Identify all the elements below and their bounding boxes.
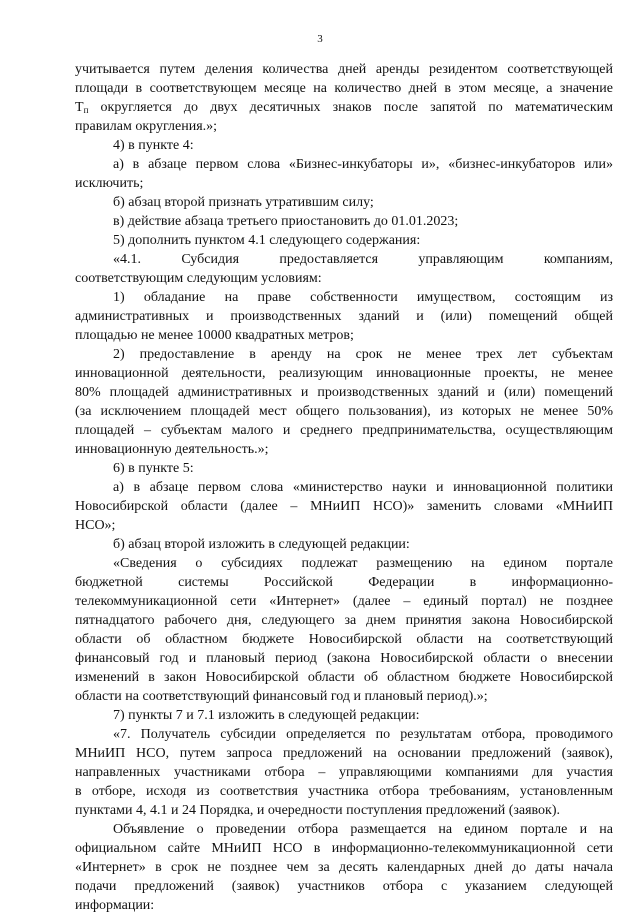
text-line: административных и производственных зданий и (или) помещений общей [75,309,613,324]
text-line: пунктами 4, 4.1 и 24 Порядка, и очередности поступления предложений (заявок). [75,803,561,818]
page-number: 3 [317,33,323,45]
text-line: бюджетной системы Российской Федерации в информационно- [75,575,613,590]
text-line: информации: [75,898,155,913]
text-line: а) в абзаце первом слова «Бизнес-инкубаторы и», «бизнес-инкубаторов или» [113,157,613,172]
text-line: 80% площадей административных и производственных зданий и (или) помещений [75,385,613,400]
text-line: Новосибирской области (далее – МНиИП НСО)» заменить словами «МНиИП [75,499,613,514]
text-line: площадью не менее 10000 квадратных метров; [75,328,354,343]
text-line: МНиИП НСО, путем запроса предложений на основании предложений (заявок), [75,746,613,761]
text-line: б) абзац второй признать утратившим силу; [113,195,374,210]
text-line: инновационную деятельность.»; [75,442,269,457]
text-line: площади в соответствующем месяце на количество дней в этом месяце, а значение [75,81,613,96]
text-line: а) в абзаце первом слова «министерство науки и инновационной политики [113,480,613,495]
text-line: официальном сайте МНиИП НСО в информационно-телекоммуникационной сети [75,841,613,856]
text-line: 2) предоставление в аренду на срок не менее трех лет субъектам [113,347,613,362]
text-line: 7) пункты 7 и 7.1 изложить в следующей редакции: [113,708,420,723]
text-line: пятнадцатого рабочего дня, следующего за днем принятия закона Новосибирской [75,613,613,628]
text-line-rest: округляется до двух десятичных знаков после запятой по математическим [100,100,613,115]
text-line: НСО»; [75,518,116,533]
text-line: «7. Получатель субсидии определяется по результатам отбора, проводимого [113,727,613,742]
text-line: «Интернет» в срок не позднее чем за десять календарных дней до даты начала [75,860,613,875]
text-line: области на соответствующий финансовый год и плановый период).»; [75,689,488,704]
text-line: «Сведения о субсидиях подлежат размещению на едином портале [113,556,613,571]
t-symbol: $Т_п$ [75,100,89,115]
text-line: площадей – субъектам малого и среднего предпринимательства, осуществляющим [75,423,613,438]
text-line: исключить; [75,176,144,191]
text-line: (за исключением площадей мест общего пользования), из которых не менее 50% [75,404,613,419]
text-line: правилам округления.»; [75,119,218,134]
text-line: в отборе, исходя из соответствия участника отбора требованиям, установленным [75,784,613,799]
text-line-with-symbol [75,98,613,117]
text-line: инновационной деятельности, реализующим инновационные проекты, не менее [75,366,613,381]
text-line: финансовый год и плановый период (закона Новосибирской области о внесении [75,651,613,666]
text-line: учитывается путем деления количества дней аренды резидентом соответствующей [75,62,613,77]
text-line: телекоммуникационной сети «Интернет» (далее – единый портал) не позднее [75,594,613,609]
text-line: 4) в пункте 4: [113,138,194,153]
text-line: подачи предложений (заявок) участников отбора с указанием следующей [75,879,613,894]
document-body [75,60,613,915]
text-line: соответствующим следующим условиям: [75,271,322,286]
text-line: направленных участниками отбора – управляющими компаниями для участия [75,765,613,780]
text-line: 1) обладание на праве собственности имуществом, состоящим из [113,290,613,305]
text-line: в) действие абзаца третьего приостановить до 01.01.2023; [113,214,459,229]
t-symbol-subscript: п [83,105,89,115]
text-line: «4.1. Субсидия предоставляется управляющим компаниям, [113,252,613,267]
text-line: изменений в закон Новосибирской области об областном бюджете Новосибирской [75,670,613,685]
text-line: области об областном бюджете Новосибирской области на соответствующий [75,632,613,647]
text-line: Объявление о проведении отбора размещается на едином портале и на [113,822,613,837]
text-line: б) абзац второй изложить в следующей редакции: [113,537,410,552]
text-line: 6) в пункте 5: [113,461,194,476]
text-line: 5) дополнить пунктом 4.1 следующего содержания: [113,233,421,248]
